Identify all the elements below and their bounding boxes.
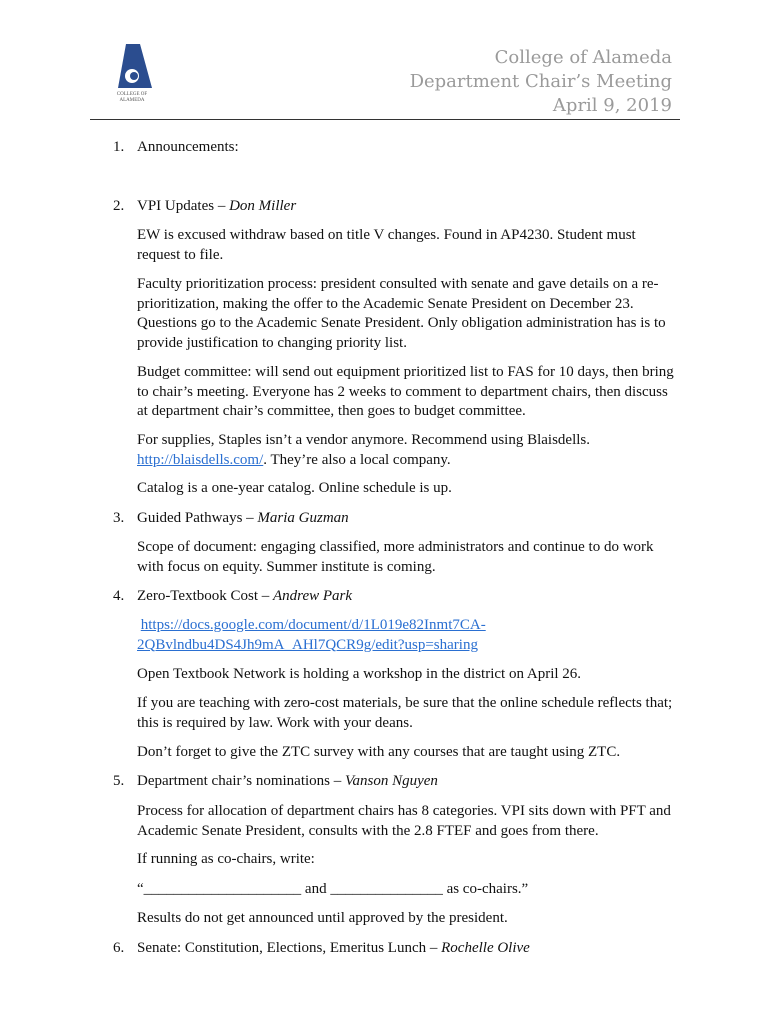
paragraph: Faculty prioritization process: president consulted with senate and gave details on a re-prioritization, making the offer to the Academic Senate President on December 23. Questions go to the Academic Senate President. Only obligation administration has is to provide justification to changing priority list. — [137, 276, 666, 351]
paragraph-text: . They’re also a local company. — [263, 451, 451, 468]
google-doc-link[interactable] — [137, 616, 677, 655]
item-number: 2. — [113, 198, 125, 214]
presenter: Don Miller — [229, 198, 297, 214]
paragraph: If you are teaching with zero-cost materials, be sure that the online schedule reflects that; this is required by law. Work with your deans. — [137, 695, 673, 731]
meeting-title: Department Chair’s Meeting — [409, 71, 672, 92]
agenda-item-5 — [113, 772, 677, 792]
paragraph: Scope of document: engaging classified, more administrators and continue to do work with focus on equity. Summer institute is coming. — [137, 539, 654, 575]
paragraph: Don’t forget to give the ZTC survey with any courses that are taught using ZTC. — [137, 744, 621, 760]
presenter: Andrew Park — [273, 588, 353, 604]
item-number: 4. — [113, 588, 125, 604]
link-line[interactable]: 2QBvlndbu4DS4Jh9mA_AHl7QCR9g/edit?usp=sharing — [137, 636, 478, 653]
paragraph: EW is excused withdraw based on title V changes. Found in AP4230. Student must request to file. — [137, 227, 636, 263]
item-title: Department chair’s nominations – — [137, 773, 346, 789]
agenda-item-2 — [113, 197, 677, 217]
link-line[interactable]: https://docs.google.com/document/d/1L019e82Inmt7CA- — [140, 617, 486, 633]
paragraph: If running as co-chairs, write: — [137, 851, 315, 867]
item-title: Zero-Textbook Cost – — [137, 588, 274, 604]
blaisdells-link[interactable]: http://blaisdells.com/ — [137, 451, 264, 468]
paragraph: Budget committee: will send out equipment prioritized list to FAS for 10 days, then bring to chair’s meeting. Everyone has 2 weeks to comment to department chairs, then discuss at department chair’s committee, then goes to budget committee. — [137, 364, 674, 420]
paragraph — [137, 431, 677, 470]
paragraph: “_____________________ and _______________ as co-chairs.” — [137, 881, 529, 897]
agenda-item-4 — [113, 587, 677, 607]
item-number: 5. — [113, 773, 125, 789]
college-logo — [112, 44, 162, 104]
svg-text:COLLEGE OF: COLLEGE OF — [116, 92, 148, 97]
agenda-item-3 — [113, 509, 677, 529]
paragraph: Process for allocation of department chairs has 8 categories. VPI sits down with PFT and Academic Senate President, consults with the 2.8 FTEF and goes from there. — [137, 803, 671, 839]
item-number: 1. — [113, 139, 125, 155]
presenter: Vanson Nguyen — [345, 773, 438, 789]
item-title: VPI Updates – — [137, 198, 230, 214]
item-title: Announcements: — [137, 139, 239, 155]
org-name: College of Alameda — [494, 47, 672, 68]
paragraph: Results do not get announced until approved by the president. — [137, 910, 508, 926]
paragraph: Catalog is a one-year catalog. Online schedule is up. — [137, 480, 452, 496]
item-number: 3. — [113, 510, 125, 526]
header-rule — [90, 119, 680, 120]
item-title: Senate: Constitution, Elections, Emeritus Lunch – — [137, 940, 442, 956]
agenda-item-6 — [113, 939, 677, 959]
item-number: 6. — [113, 940, 125, 956]
presenter: Maria Guzman — [257, 510, 349, 526]
meeting-date: April 9, 2019 — [552, 95, 672, 116]
paragraph: Open Textbook Network is holding a workshop in the district on April 26. — [137, 666, 582, 682]
agenda-item-1 — [113, 138, 677, 158]
presenter: Rochelle Olive — [441, 940, 530, 956]
paragraph-text: For supplies, Staples isn’t a vendor anymore. Recommend using Blaisdells. — [137, 432, 591, 448]
item-title: Guided Pathways – — [137, 510, 258, 526]
document-header — [410, 46, 672, 118]
svg-text:ALAMEDA: ALAMEDA — [119, 98, 145, 103]
